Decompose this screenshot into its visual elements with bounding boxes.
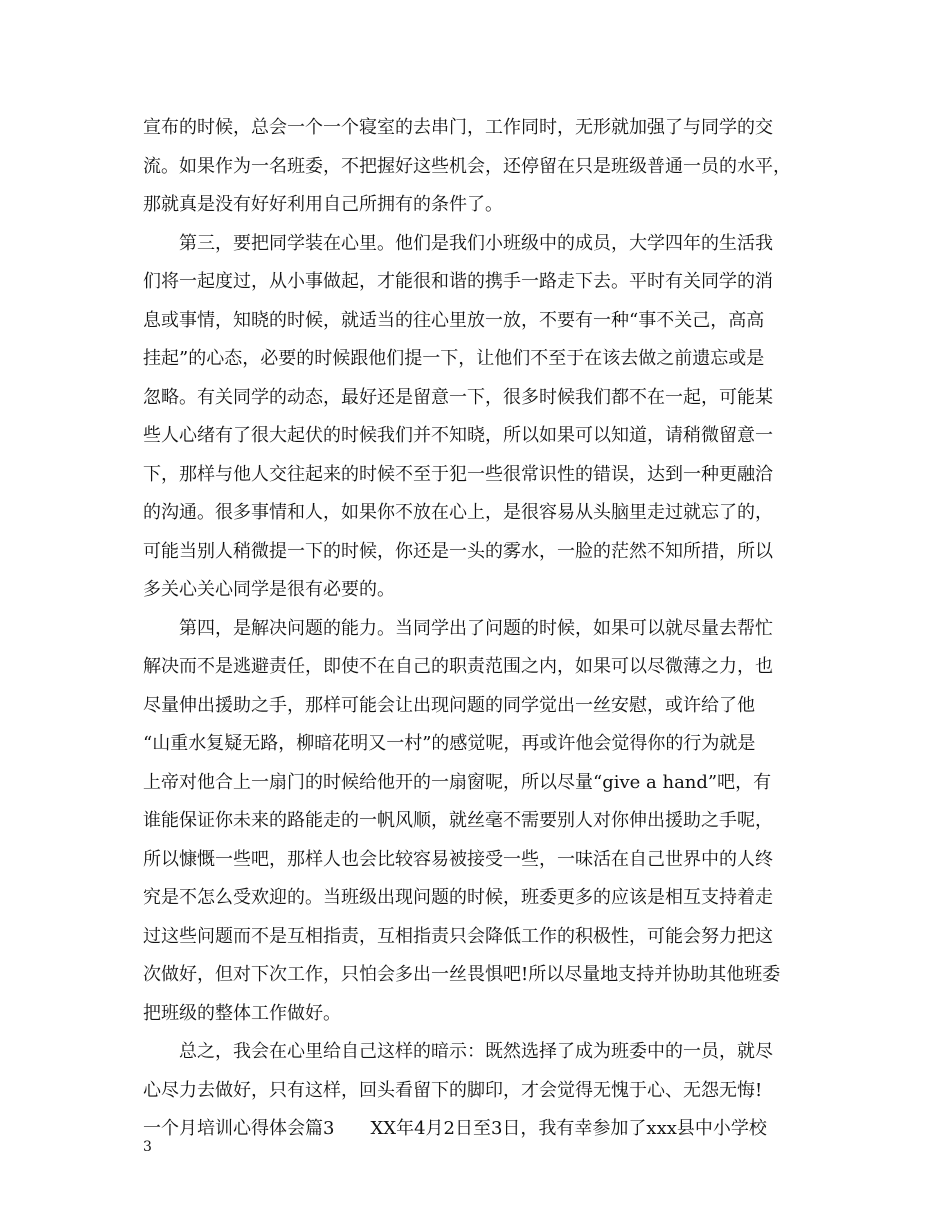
text-line: 忽略。有关同学的动态，最好还是留意一下，很多时候我们都不在一起，可能某 bbox=[143, 387, 773, 408]
text-line: “山重水复疑无路，柳暗花明又一村”的感觉呢，再或许他会觉得你的行为就是 bbox=[143, 733, 756, 754]
text-line: 所以慷慨一些吧，那样人也会比较容易被接受一些，一味活在自己世界中的人终 bbox=[143, 849, 773, 870]
text-line: 解决而不是逃避责任，即使不在自己的职责范围之内，如果可以尽微薄之力，也 bbox=[143, 656, 773, 677]
page-number: 3 bbox=[143, 1139, 152, 1155]
text-line: 上帝对他合上一扇门的时候给他开的一扇窗呢，所以尽量“give a hand”吧，有 bbox=[143, 772, 772, 793]
text-line: 多关心关心同学是很有必要的。 bbox=[143, 579, 395, 600]
text-line: 尽量伸出援助之手，那样可能会让出现问题的同学觉出一丝安慰，或许给了他 bbox=[143, 695, 755, 716]
text-line: 次做好，但对下次工作，只怕会多出一丝畏惧吧!所以尽量地支持并协助其他班委 bbox=[143, 964, 781, 985]
text-line: 究是不怎么受欢迎的。当班级出现问题的时候，班委更多的应该是相互支持着走 bbox=[143, 887, 773, 908]
text-line: 宣布的时候，总会一个一个寝室的去串门，工作同时，无形就加强了与同学的交 bbox=[143, 117, 773, 138]
text-line: 一个月培训心得体会篇3 XX年4月2日至3日，我有幸参加了xxx县中小学校 bbox=[143, 1118, 767, 1139]
text-line: 些人心绪有了很大起伏的时候我们并不知晓，所以如果可以知道，请稍微留意一 bbox=[143, 425, 773, 446]
text-line: 心尽力去做好，只有这样，回头看留下的脚印，才会觉得无愧于心、无怨无悔! bbox=[143, 1080, 763, 1101]
text-line: 把班级的整体工作做好。 bbox=[143, 1003, 341, 1024]
text-line: 下，那样与他人交往起来的时候不至于犯一些很常识性的错误，达到一种更融洽 bbox=[143, 464, 773, 485]
text-line: 谁能保证你未来的路能走的一帆风顺，就丝毫不需要别人对你伸出援助之手呢， bbox=[143, 810, 773, 831]
text-line: 第三，要把同学装在心里。他们是我们小班级中的成员，大学四年的生活我 bbox=[143, 233, 773, 254]
text-line: 第四，是解决问题的能力。当同学出了问题的时候，如果可以就尽量去帮忙 bbox=[143, 618, 773, 639]
text-line: 挂起”的心态，必要的时候跟他们提一下，让他们不至于在该去做之前遗忘或是 bbox=[143, 348, 765, 369]
text-line: 的沟通。很多事情和人，如果你不放在心上，是很容易从头脑里走过就忘了的， bbox=[143, 502, 773, 523]
text-line: 流。如果作为一名班委，不把握好这些机会，还停留在只是班级普通一员的水平， bbox=[143, 156, 791, 177]
text-line: 息或事情，知晓的时候，就适当的往心里放一放，不要有一种“事不关己，高高 bbox=[143, 310, 765, 331]
text-line: 那就真是没有好好利用自己所拥有的条件了。 bbox=[143, 194, 503, 215]
text-line: 们将一起度过，从小事做起，才能很和谐的携手一路走下去。平时有关同学的消 bbox=[143, 271, 773, 292]
text-line: 过这些问题而不是互相指责，互相指责只会降低工作的积极性，可能会努力把这 bbox=[143, 926, 773, 947]
text-line: 总之，我会在心里给自己这样的暗示：既然选择了成为班委中的一员，就尽 bbox=[143, 1041, 773, 1062]
text-line: 可能当别人稍微提一下的时候，你还是一头的雾水，一脸的茫然不知所措，所以 bbox=[143, 541, 773, 562]
